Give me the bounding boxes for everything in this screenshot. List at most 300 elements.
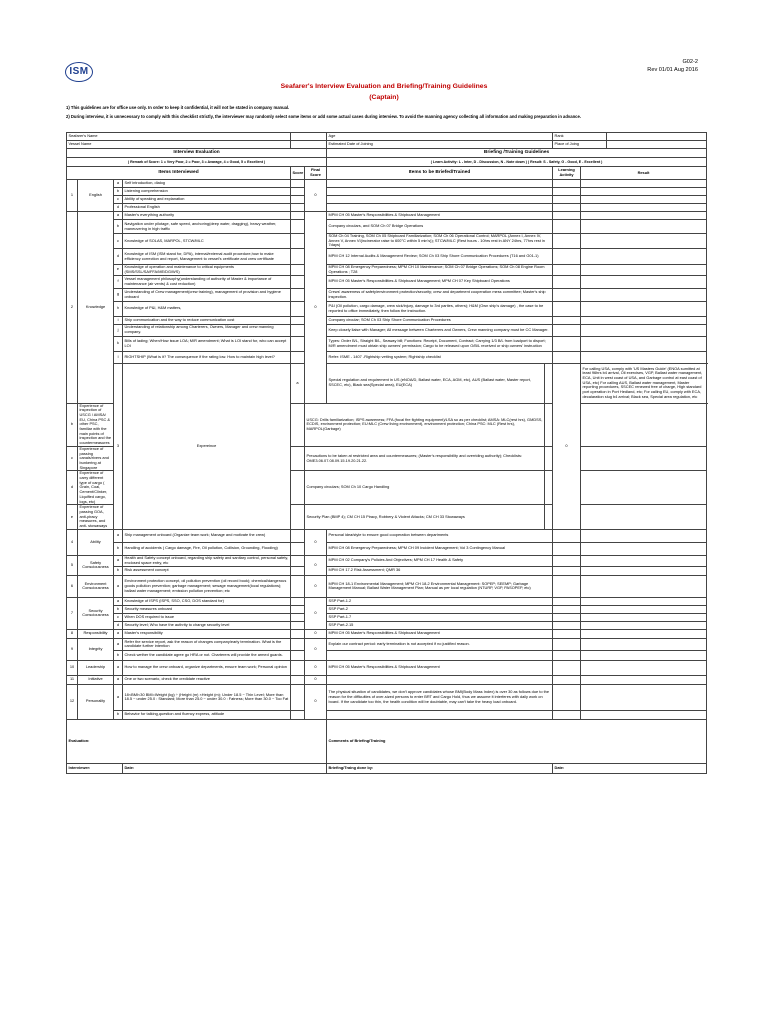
result-cell[interactable]: [581, 301, 707, 316]
interview-item: Environment protection concept, oil pollution prevention (oil record book); chemical/dangerous goods pollution prevention; garbage management; sewage management(local regulations); ballast water management; emission pollution prevention; etc: [123, 575, 291, 597]
learning-activity-cell[interactable]: [545, 446, 553, 471]
seafarer-name-field[interactable]: [291, 133, 327, 141]
interview-item: Bills of lading; When/How issue LOA; M/R amendment; What is LOI stand for, who can accept LOI: [123, 336, 291, 351]
briefing-item: Company circulars; SOM Ch 10 Cargo Handling: [305, 471, 545, 505]
final-score: 0: [305, 575, 327, 597]
result-cell[interactable]: [581, 529, 707, 542]
item-letter: f: [114, 275, 123, 288]
category-number: 1: [67, 180, 78, 212]
interview-section-header: Interview Evaluation: [67, 149, 327, 158]
item-letter: e: [114, 265, 123, 275]
category-number: 2: [67, 212, 78, 404]
interview-item: Understanding of relationship among Charterers, Owners, Manager and crew manning company.: [123, 324, 291, 336]
interview-item: Self introduction, dialog: [123, 180, 291, 188]
briefing-item: Keep closely liaise with Manager; All message between Charterers and Owners, Crew manning company must be CC Manager.: [327, 324, 553, 336]
learning-activity-cell[interactable]: [553, 597, 581, 605]
interview-item: Knowledge of SOLAS, MARPOL, STCW/MLC: [123, 234, 291, 249]
briefing-item: Explain our contract period: early termination is not accepted if no justified reason.: [327, 638, 553, 650]
item-letter: j: [114, 324, 123, 336]
result-cell[interactable]: [581, 249, 707, 265]
briefing-item: SSP Part-2.15: [327, 621, 553, 629]
table-row: [67, 265, 707, 275]
briefing-item: SSP Part-1.7: [327, 613, 553, 621]
score-cell[interactable]: [291, 629, 305, 638]
activity-legend: ( Learn Activity: L - Inter, D - Discussion, N - Note down ) ( Result: S - Safety, G - Good, E - Excellent ): [327, 158, 707, 167]
score-cell[interactable]: [291, 650, 305, 660]
result-cell[interactable]: [581, 275, 707, 288]
score-legend: ( Remark of Score: 1 = Very Poor, 2 = Poor, 3 = Avarage, 4 = Good, 5 = Excellent ): [67, 158, 327, 167]
item-letter: i: [114, 316, 123, 324]
score-cell[interactable]: [291, 471, 305, 505]
learning-activity-cell[interactable]: [553, 638, 581, 650]
result-cell[interactable]: [581, 613, 707, 621]
interview-item: Master's responsibility: [123, 629, 291, 638]
learning-activity-cell[interactable]: [553, 220, 581, 234]
table-row: [67, 196, 707, 204]
category-number: 6: [67, 575, 78, 597]
final-score: 0: [305, 212, 327, 404]
briefing-item: Types: Order B/L, Straight B/L, Seaway bill; Functions: Receipt, Document, Contract; Carrying 1/3 B/L from loadport to disport; M/R amendment must obtain ship owners' permission; Cargo to be released upon O/B/L received or ship owners' instruction: [327, 336, 553, 351]
interview-item: Experience of carry different type of cargo ( Grain, Coal, Cement/Clinker, Liquified cargo, logs, etc): [78, 471, 114, 505]
final-score: 0: [305, 675, 327, 684]
learning-activity-cell[interactable]: [553, 650, 581, 660]
interview-item: Experience of passing GOA, anti-piracy measures, and anti- stowaways: [78, 505, 114, 530]
learning-activity-cell[interactable]: [553, 684, 581, 710]
result-cell[interactable]: [581, 316, 707, 324]
category-number: 11: [67, 675, 78, 684]
interview-item: Knowledge of ISPS (ISPS, SSO, CSO, DOS standard for): [123, 597, 291, 605]
score-cell[interactable]: [291, 196, 305, 204]
score-cell[interactable]: [291, 324, 305, 336]
item-letter: c: [114, 234, 123, 249]
final-score: 0: [553, 363, 581, 529]
table-row: [67, 660, 707, 675]
result-cell[interactable]: [581, 288, 707, 301]
score-cell[interactable]: [291, 204, 305, 212]
briefing-item: SOM Ch 04 Training, SOM Ch 05 Shipboard Familiarization; SOM Ch 06 Operational Control; MARPOL (Annex I, Annex IV, Annex V, Annex VI(incinerator raise to 600°C within 5 min's)); STCW/MLC (Rest hours - 10hrs rest in ANY 24hrs, 77hrs rest in 7days): [327, 234, 553, 249]
category-number: 5: [67, 555, 78, 575]
briefing-item: MPM CH 12 Internal Audits & Management Review; SOM Ch 03 Ship Shore Communication Procedures (T16 and G01-1): [327, 249, 553, 265]
learning-activity-cell[interactable]: [553, 542, 581, 555]
final-score: 0: [305, 629, 327, 638]
table-row: [67, 675, 707, 684]
interview-item: Ship communication and the way to reduce communication cost: [123, 316, 291, 324]
result-cell[interactable]: [581, 204, 707, 212]
result-cell[interactable]: [581, 403, 707, 446]
items-briefed-header: Items to be Briefed/Trained: [327, 167, 553, 180]
learning-activity-cell[interactable]: [553, 249, 581, 265]
final-score: 0: [305, 638, 327, 660]
category-name: Safety Consciousness: [78, 555, 114, 575]
learning-activity-header: Learning Activity: [553, 167, 581, 180]
interview-item: RIGHTSHIP (What is it? The consequence if the rating low. How to maintain high level?: [123, 351, 291, 363]
seafarer-name-label: Seafarer's Name: [67, 133, 291, 141]
category-name: Integrity: [78, 638, 114, 660]
item-letter: l: [114, 351, 123, 363]
item-letter: d: [67, 471, 78, 505]
table-row: [67, 249, 707, 265]
item-letter: a: [114, 629, 123, 638]
interview-item: Experience of inspection of USCG / AMSA/ EU, China PSC & other PSC, familiar with the main points of inspection and the countermeasures: [78, 403, 114, 446]
item-letter: b: [114, 710, 123, 719]
briefing-item: MPM CH 05 Master's Responsibilities & Shipboard Management; MPM CH 07 Key Shipboard Operations: [327, 275, 553, 288]
learning-activity-cell[interactable]: [553, 204, 581, 212]
table-row: [67, 234, 707, 249]
result-cell[interactable]: [581, 351, 707, 363]
category-name: Leadership: [78, 660, 114, 675]
category-number: 12: [67, 684, 78, 719]
joining-place-label: Place of Joing: [553, 141, 607, 149]
learning-activity-cell[interactable]: [553, 234, 581, 249]
category-number: 10: [67, 660, 78, 675]
category-number: 4: [67, 529, 78, 555]
learning-activity-cell[interactable]: [545, 403, 553, 446]
category-number: 8: [67, 629, 78, 638]
learning-activity-cell[interactable]: [553, 575, 581, 597]
table-row: [67, 288, 707, 301]
item-letter: b: [114, 542, 123, 555]
item-letter: e: [67, 505, 78, 530]
item-letter: h: [114, 301, 123, 316]
doc-revision: Rev 01/01 Aug 2016: [647, 67, 698, 73]
interview-item: Risk assessment concept: [123, 566, 291, 575]
learning-activity-cell[interactable]: [553, 605, 581, 613]
interview-item: One or two scenario, check the credidate reactive: [123, 675, 291, 684]
learning-activity-cell[interactable]: [553, 288, 581, 301]
score-cell[interactable]: [291, 234, 305, 249]
item-letter: b: [67, 403, 78, 446]
ism-logo: ISM: [65, 62, 93, 82]
table-row: [67, 212, 707, 220]
final-score-header: Final Score: [305, 167, 327, 180]
result-cell[interactable]: [581, 471, 707, 505]
final-score: 0: [305, 597, 327, 629]
rank-field[interactable]: [607, 133, 707, 141]
result-cell[interactable]: [581, 638, 707, 650]
item-letter: b: [114, 566, 123, 575]
learning-activity-cell[interactable]: [553, 629, 581, 638]
result-cell[interactable]: [581, 710, 707, 719]
learning-activity-cell[interactable]: [553, 188, 581, 196]
table-row: [67, 710, 707, 719]
learning-activity-cell[interactable]: [553, 196, 581, 204]
table-row: [67, 301, 707, 316]
interview-item: 18<BMI<30 BMI=Weight (kg) ÷ (Height (m) ×Height (m); Under 18.5 ~ Thin Level; More than 18.5 ~ under 25.0 : Standard; More than 25.0 ~ under 30.0 : Fatness; More than 30.0 ~ Too Fat: [123, 684, 291, 710]
interview-item: Knowledge of ISM (ISM stand for, DPA), internal/external audit procedure,how to make efficiency correction and report, Management to vessel's certificate and crew certificate: [123, 249, 291, 265]
interview-item: Knowledge of P&I, H&M matters,: [123, 301, 291, 316]
score-cell[interactable]: [291, 566, 305, 575]
items-interviewed-header: Items Interviewed: [67, 167, 291, 180]
briefing-item: Company circulars, and SOM Ch 07 Bridge Operations: [327, 220, 553, 234]
briefing-item: [327, 180, 553, 188]
result-cell[interactable]: [581, 180, 707, 188]
category-name: Ability: [78, 529, 114, 555]
comments-box[interactable]: Comments of Briefing/Training: [327, 719, 707, 763]
result-cell[interactable]: [581, 446, 707, 471]
score-cell[interactable]: [291, 265, 305, 275]
interview-item: Knowledge of operation and maintenance to critical equipments (SMS/SSL/SA/FFA/ME/DG/WS): [123, 265, 291, 275]
briefing-item: MPM CH 02 Company's Policies And Objectives; MPM CH 17 Health & Safety: [327, 555, 553, 566]
learning-activity-cell[interactable]: [553, 566, 581, 575]
item-letter: a: [114, 575, 123, 597]
table-row: [67, 529, 707, 542]
briefing-item: Personal idea/style to ensure good cooperation between departments: [327, 529, 553, 542]
learning-activity-cell[interactable]: [545, 505, 553, 530]
category-number: 9: [67, 638, 78, 660]
result-header: Result: [581, 167, 707, 180]
table-row: [67, 629, 707, 638]
result-cell[interactable]: [581, 505, 707, 530]
table-row: [67, 566, 707, 575]
interview-item: How to manage the crew onboard, organize departments, ensure team work; Personal opinion: [123, 660, 291, 675]
item-letter: a: [114, 597, 123, 605]
score-cell[interactable]: [291, 301, 305, 316]
item-letter: c: [114, 196, 123, 204]
vessel-name-field[interactable]: [291, 141, 327, 149]
score-header: Score: [291, 167, 305, 180]
learning-activity-cell[interactable]: [553, 316, 581, 324]
category-name: Knowledge: [78, 212, 114, 404]
item-letter: d: [114, 204, 123, 212]
result-cell[interactable]: [581, 555, 707, 566]
briefing-item: MPM CH 08 Emergency Preparedness; MPM CH 09 Incident Management; Vol 3 Contingency Manual: [327, 542, 553, 555]
interview-item: Vessel management philosophy(understanding of authority of Master & importance of maintenance (air vents) & cost reduction): [123, 275, 291, 288]
document-number: [647, 58, 698, 74]
table-row: [67, 621, 707, 629]
learning-activity-cell[interactable]: [553, 660, 581, 675]
briefing-item: SSP Part-1.2: [327, 597, 553, 605]
interview-item: Listening comprehension: [123, 188, 291, 196]
learning-activity-cell[interactable]: [553, 301, 581, 316]
item-letter: a: [114, 675, 123, 684]
score-cell[interactable]: [291, 249, 305, 265]
item-letter: a: [114, 660, 123, 675]
result-cell[interactable]: [581, 597, 707, 605]
briefing-item: MPM CH 08 Emergency Preparedness; MPM CH 10 Maintenance; SOM Ch 07 Bridge Operations; SOM Ch 08 Engine Room Operations ; T28: [327, 265, 553, 275]
score-cell[interactable]: [291, 605, 305, 613]
score-cell[interactable]: [291, 621, 305, 629]
interviewer-label: Interviewer:: [67, 763, 123, 773]
score-cell[interactable]: [291, 446, 305, 471]
interview-item: When DOS required to issue: [123, 613, 291, 621]
result-cell[interactable]: [581, 575, 707, 597]
learning-activity-cell[interactable]: [553, 621, 581, 629]
note-1: 1) This guidelines are for office use only. In order to keep it confidential, it will not be stated in company manual.: [66, 105, 290, 110]
interview-item: Master's everything authority: [123, 212, 291, 220]
interview-item: Understanding of Crew management(crew training), management of provision and hygiene onboard: [123, 288, 291, 301]
briefing-item: Company circular; SOM Ch 03 Ship Shore Communication Procedures: [327, 316, 553, 324]
item-letter: a: [114, 180, 123, 188]
note-2: 2) During interview, it is unnecessary to comply with this checklist strictly, the interviewer may randomly select some items or add some actual cases during interview. To avoid the manning agency collecting all information and making preparation in advance.: [66, 114, 581, 119]
result-cell[interactable]: [581, 542, 707, 555]
score-cell[interactable]: [291, 275, 305, 288]
interview-item: Handling of accidents ( Cargo damage, Fire, Oil pollution, Collision, Grounding, Flooding): [123, 542, 291, 555]
score-cell[interactable]: [291, 316, 305, 324]
briefing-item: For calling USA, comply with 'US Masters Guide' (ENOA sumitted at least 96hrs b4 arrival, Oil exercises, VGP, Ballast water management, ECA, Unit in west coast of USA, and Garbage control at east coast of USA, etc) For calling AUS, Ballast water management, Master reporting procedures, SSCEC renewed free of charge, High standard port operation in Port Hedland, etc; For calling EU, comply with ECA, decalaration slug b4 arrival; Black sea, Special area regulation, etc: [581, 363, 707, 403]
briefing-item: The physical situation of candidates, we don't approve candidates whose BMI(Body Mass Index) is over 30 as follows due to the reason for the difficulties of over-sized persons to enter BRT and Cargo Hold, thus we assume it interferes with daily work on board. If the candidate too thin, the health condition will be doubtable, may can't take the heavy load onboard.: [327, 684, 553, 710]
table-row: [67, 220, 707, 234]
joining-place-field[interactable]: [607, 141, 707, 149]
score-cell[interactable]: [545, 363, 553, 403]
table-row: [67, 324, 707, 336]
item-letter: b: [114, 188, 123, 196]
learning-activity-cell[interactable]: [553, 613, 581, 621]
item-letter: c: [114, 613, 123, 621]
learning-activity-cell[interactable]: [553, 351, 581, 363]
score-cell[interactable]: [291, 542, 305, 555]
evaluation-box[interactable]: Evaluation:: [67, 719, 327, 763]
briefing-item: [327, 196, 553, 204]
score-cell[interactable]: [291, 505, 305, 530]
result-cell[interactable]: [581, 220, 707, 234]
briefing-item: [327, 675, 553, 684]
final-score: 0: [305, 684, 327, 719]
table-row: [67, 351, 707, 363]
category-name: Personality: [78, 684, 114, 719]
category-name: Security Consciousness: [78, 597, 114, 629]
category-number: 3: [114, 363, 123, 529]
score-cell[interactable]: [291, 403, 305, 446]
briefing-item: Precautions to be taken at restricted area and countermeasures; (Master's responsibility and overriding authority); Checklists: OME3.06.07.08.09.15.19.20.21.22.: [305, 446, 545, 471]
score-cell[interactable]: [291, 675, 305, 684]
item-letter: a: [114, 684, 123, 710]
category-name: Initiative: [78, 675, 114, 684]
item-letter: a: [114, 555, 123, 566]
result-cell[interactable]: [581, 621, 707, 629]
result-cell[interactable]: [581, 265, 707, 275]
result-cell[interactable]: [581, 684, 707, 710]
interview-item: Professional English: [123, 204, 291, 212]
category-name: Responsibility: [78, 629, 114, 638]
score-cell[interactable]: [291, 555, 305, 566]
page-title: Seafarer's Interview Evaluation and Briefing/Training Guidelines: [280, 83, 488, 90]
category-name: English: [78, 180, 114, 212]
category-name: Environment Consciousness: [78, 575, 114, 597]
item-letter: d: [114, 249, 123, 265]
item-letter: a: [114, 212, 123, 220]
learning-activity-cell[interactable]: [553, 555, 581, 566]
score-cell[interactable]: [291, 638, 305, 650]
interviewer-date-label: Date:: [123, 763, 327, 773]
interview-item: Navigation under pilotage, safe speed, anchoring(deep water, dragging), heavy weather, maneuvering in high traffic: [123, 220, 291, 234]
briefer-date-label: Date:: [553, 763, 707, 773]
learning-activity-cell[interactable]: [553, 324, 581, 336]
result-cell[interactable]: [581, 234, 707, 249]
table-row: [67, 336, 707, 351]
briefing-item: [327, 204, 553, 212]
table-row: [67, 204, 707, 212]
interview-item: Ability of speaking and explanation: [123, 196, 291, 204]
result-cell[interactable]: [581, 629, 707, 638]
score-cell[interactable]: [291, 188, 305, 196]
vessel-name-label: Vessel Name: [67, 141, 291, 149]
learning-activity-cell[interactable]: [553, 265, 581, 275]
joining-date-label: Estimated Date of Joining: [327, 141, 553, 149]
item-letter: b: [114, 650, 123, 660]
item-letter: b: [114, 605, 123, 613]
score-cell[interactable]: [291, 351, 305, 363]
score-cell[interactable]: [291, 529, 305, 542]
learning-activity-cell[interactable]: [545, 471, 553, 505]
learning-activity-cell[interactable]: [553, 212, 581, 220]
table-row: [67, 684, 707, 710]
item-letter: k: [114, 336, 123, 351]
learning-activity-cell[interactable]: [553, 336, 581, 351]
interview-item: Ship management onboard (Organize team work; Manage and motivate the crew): [123, 529, 291, 542]
learning-activity-cell[interactable]: [553, 180, 581, 188]
table-row: [67, 363, 707, 403]
briefing-item: MPM CH 05 Master's Responsibilities & Shipboard Management: [327, 660, 553, 675]
result-cell[interactable]: [581, 188, 707, 196]
table-row: [67, 597, 707, 605]
page-subtitle: (Captain): [369, 94, 399, 101]
evaluation-table: [66, 132, 707, 774]
interview-item: Security level; Who have the authrity to change security level: [123, 621, 291, 629]
table-row: [67, 180, 707, 188]
final-score: 0: [305, 660, 327, 675]
learning-activity-cell[interactable]: [553, 710, 581, 719]
learning-activity-cell[interactable]: [553, 529, 581, 542]
briefing-item: Crews' awareness of safety/environment protection/security; crew and department cooperation mess committee; Master's ship inspection.: [327, 288, 553, 301]
result-cell[interactable]: [581, 675, 707, 684]
result-cell[interactable]: [581, 324, 707, 336]
result-cell[interactable]: [581, 212, 707, 220]
briefing-item: MPM CH 17.2 Risk Assessment; QMR 36: [327, 566, 553, 575]
item-letter: a: [114, 529, 123, 542]
score-cell[interactable]: [291, 180, 305, 188]
score-cell[interactable]: [291, 575, 305, 597]
score-cell[interactable]: [291, 220, 305, 234]
score-cell[interactable]: [291, 660, 305, 675]
result-cell[interactable]: [581, 660, 707, 675]
briefing-item: USCG: Drills familiarization; ISPS awareness; FFA (focal fire fighting equipment)/LSA so as per checklist; AMSA: MLC(rest hrs), GMDSS, ECDIS, environment protection; EU:MLC (Crew living environment), environment protection; China PSC: MLC (Rest hrs), MARPOL(Garbage): [305, 403, 545, 446]
briefing-item: Security Plan (BMP 4); CM CH 15 Piracy, Robbery & Violent Attacks; CM CH 33 Stowaways: [305, 505, 545, 530]
result-cell[interactable]: [581, 650, 707, 660]
briefing-item: SSP Part-2: [327, 605, 553, 613]
item-letter: g: [114, 288, 123, 301]
briefing-item: Refer: ISME - 1407 -Rightship vetting system; Rightship checklist: [327, 351, 553, 363]
learning-activity-cell[interactable]: [553, 675, 581, 684]
score-cell[interactable]: [291, 212, 305, 220]
interview-item: Security measures onboard: [123, 605, 291, 613]
score-cell[interactable]: [291, 684, 305, 710]
item-letter: a: [291, 363, 305, 403]
briefing-item: MPM CH 05 Master's Responsibilities & Shipboard Management: [327, 629, 553, 638]
interview-item: Behavior for talking,question and fluency express, attitude: [123, 710, 291, 719]
item-letter: d: [114, 621, 123, 629]
score-cell[interactable]: [291, 597, 305, 605]
interview-item: Check wether the candidate agree go HRA or not. Charterers will provide the armed guards.: [123, 650, 291, 660]
briefing-item: [327, 188, 553, 196]
result-cell[interactable]: [581, 605, 707, 613]
briefing-item: P&I (Oil pollution, cargo damage, crew sick/injury, damage to 3rd parties, others); H&M (Own ship's damage) , the case to be reported to office immediately, then follow the instruction.: [327, 301, 553, 316]
result-cell[interactable]: [581, 336, 707, 351]
learning-activity-cell[interactable]: [553, 275, 581, 288]
table-row: [67, 575, 707, 597]
table-row: [67, 638, 707, 650]
result-cell[interactable]: [581, 196, 707, 204]
table-row: [67, 613, 707, 621]
briefing-item: [327, 650, 553, 660]
score-cell[interactable]: [291, 336, 305, 351]
result-cell[interactable]: [581, 566, 707, 575]
score-cell[interactable]: [291, 288, 305, 301]
score-cell[interactable]: [291, 710, 305, 719]
item-letter: a: [114, 638, 123, 650]
score-cell[interactable]: [291, 613, 305, 621]
item-letter: b: [114, 220, 123, 234]
table-row: [67, 188, 707, 196]
